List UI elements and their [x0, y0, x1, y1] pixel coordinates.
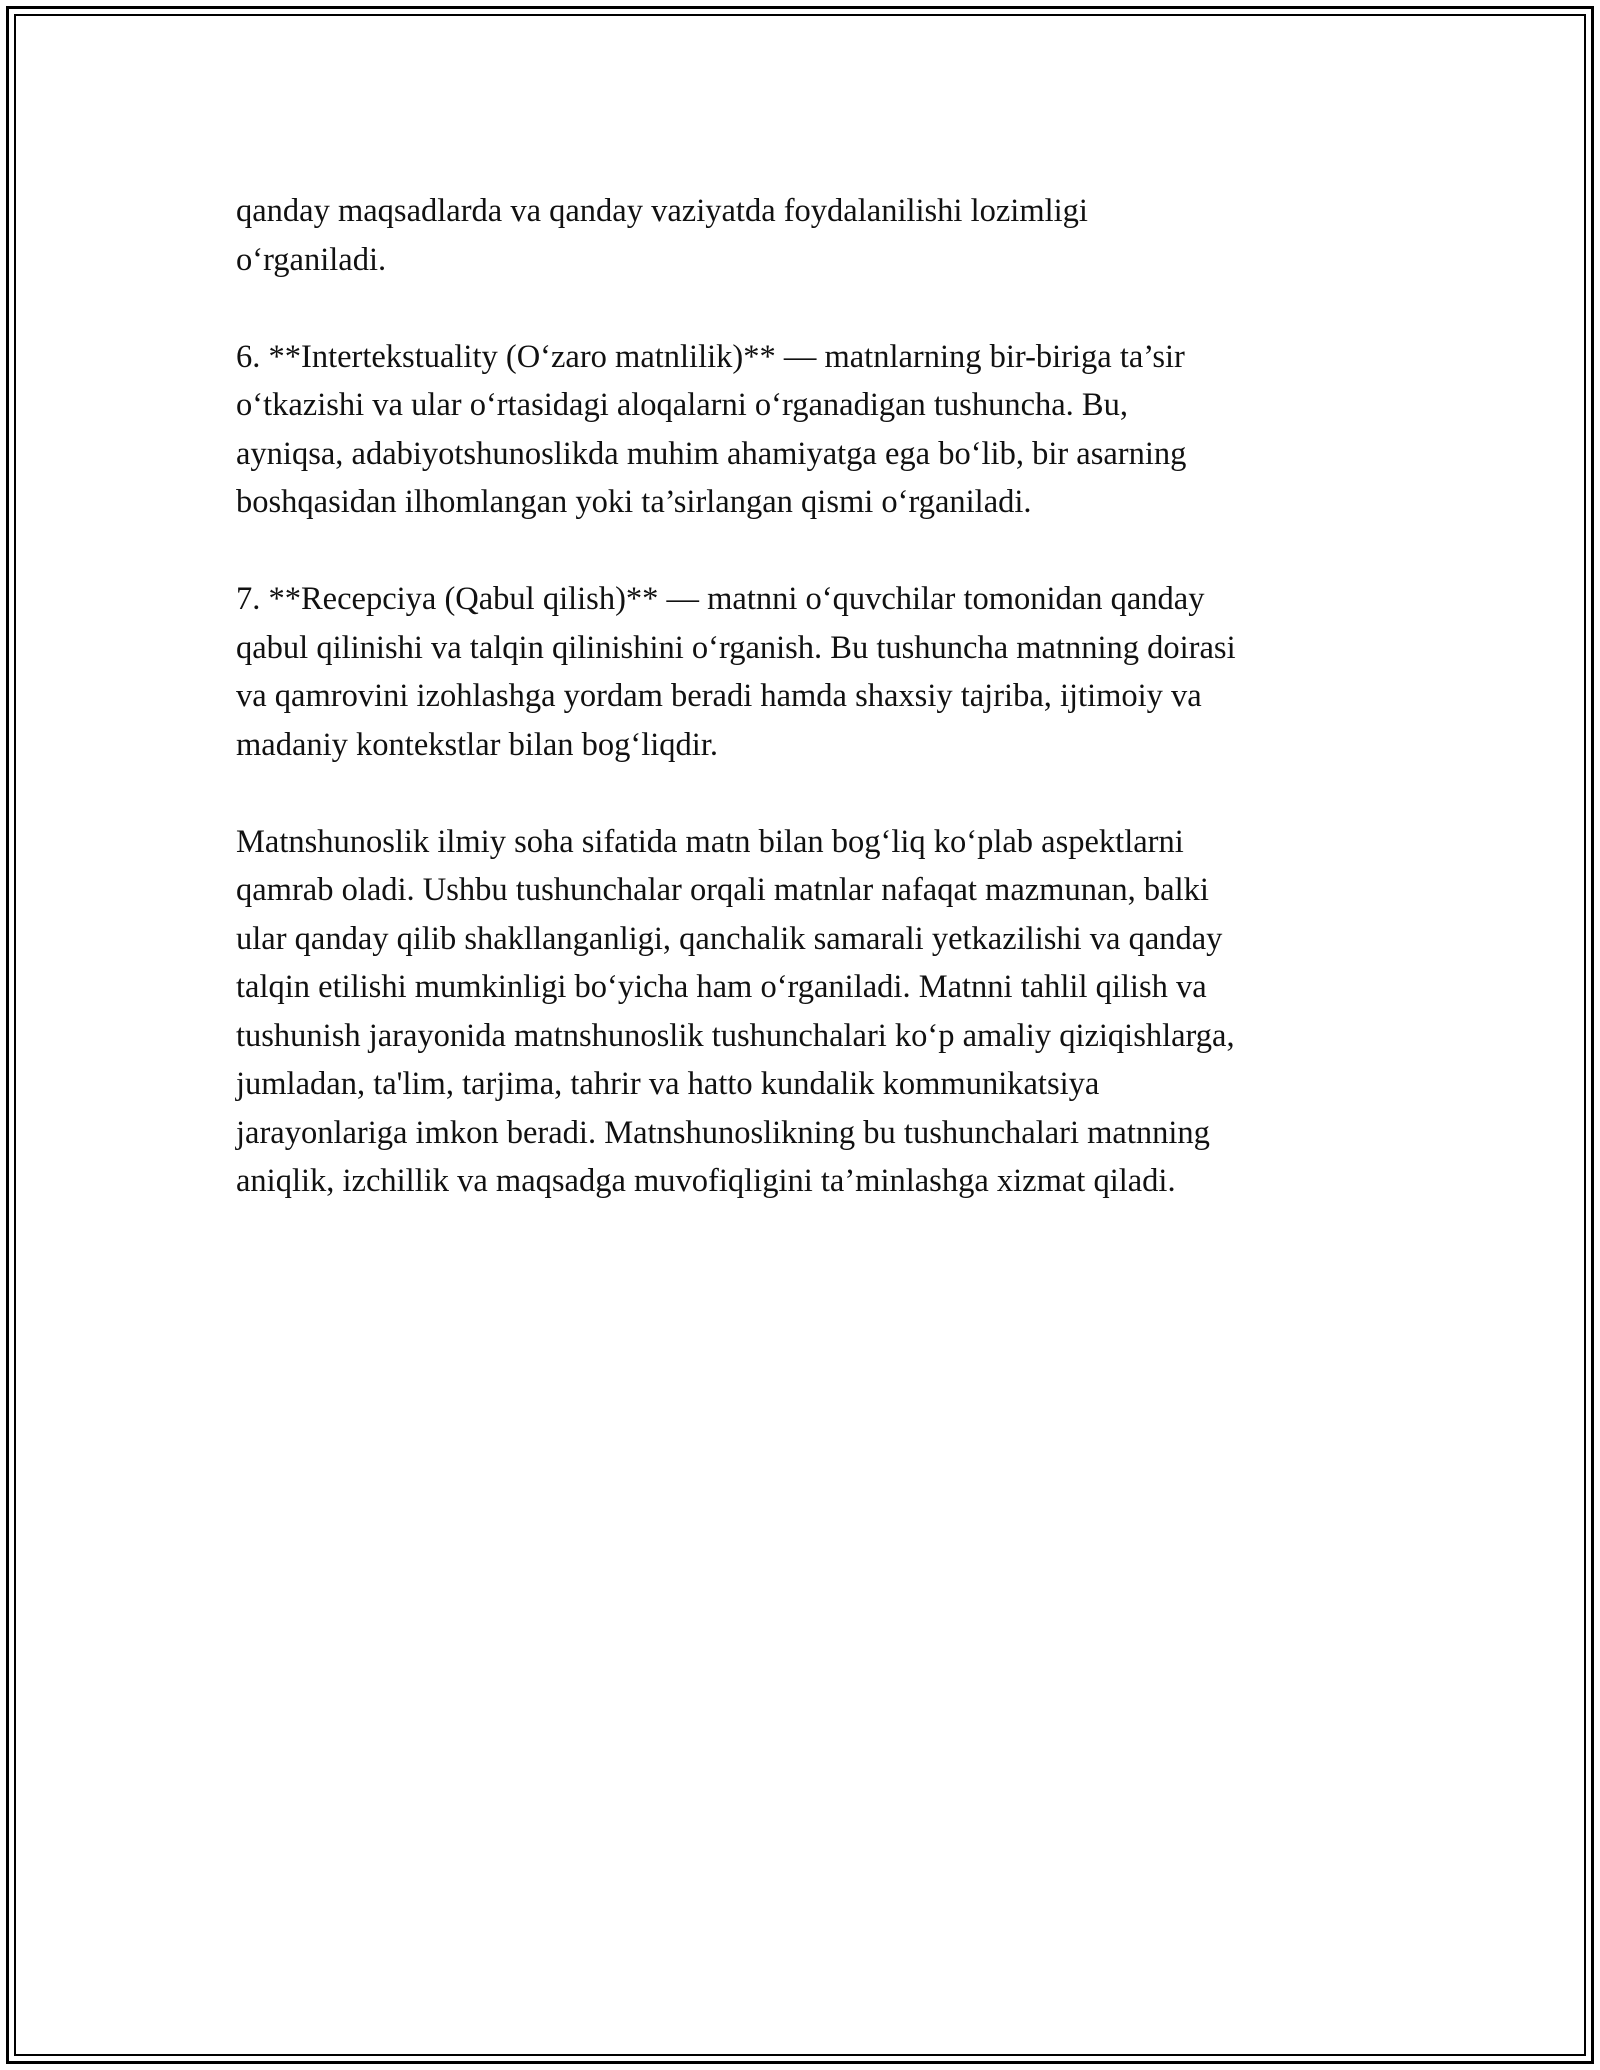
text-line: qanday maqsadlarda va qanday vaziyatda foydalanilishi lozimligi — [236, 193, 1088, 229]
paragraph-continuation — [236, 187, 1386, 284]
text-line: jumladan, ta'lim, tarjima, tahrir va hatto kundalik kommunikatsiya — [236, 1066, 1100, 1102]
text-line: qamrab oladi. Ushbu tushunchalar orqali matnlar nafaqat mazmunan, balki — [236, 872, 1209, 908]
page-body — [236, 187, 1386, 1254]
paragraph-item-7-recepciya — [236, 575, 1386, 769]
text-line: talqin etilishi mumkinligi bo‘yicha ham o‘rganiladi. Matnni tahlil qilish va — [236, 969, 1207, 1005]
text-line: jarayonlariga imkon beradi. Matnshunoslikning bu tushunchalari matnning — [236, 1114, 1210, 1151]
text-line: 6. **Intertekstuality (O‘zaro matnlilik)** — matnlarning bir-biriga ta’sir — [236, 338, 1185, 375]
text-line: tushunish jarayonida matnshunoslik tushunchalari ko‘p amaliy qiziqishlarga, — [236, 1017, 1235, 1054]
text-line: 7. **Recepciya (Qabul qilish)** — matnni o‘quvchilar tomonidan qanday — [236, 581, 1205, 617]
text-line: ayniqsa, adabiyotshunoslikda muhim ahamiyatga ega bo‘lib, bir asarning — [236, 435, 1187, 472]
text-line: boshqasidan ilhomlangan yoki ta’sirlangan qismi o‘rganiladi. — [236, 484, 1032, 520]
text-line: ular qanday qilib shakllanganligi, qanchalik samarali yetkazilishi va qanday — [236, 920, 1223, 957]
text-line: o‘tkazishi va ular o‘rtasidagi aloqalarni o‘rganadigan tushuncha. Bu, — [236, 387, 1128, 423]
text-line: va qamrovini izohlashga yordam beradi hamda shaxsiy tajriba, ijtimoiy va — [236, 678, 1202, 714]
text-line: qabul qilinishi va talqin qilinishini o‘rganish. Bu tushuncha matnning doirasi — [236, 629, 1236, 666]
text-line: Matnshunoslik ilmiy soha sifatida matn bilan bog‘liq ko‘plab aspektlarni — [236, 823, 1184, 860]
text-line: madaniy kontekstlar bilan bog‘liqdir. — [236, 726, 718, 763]
text-line: o‘rganiladi. — [236, 241, 387, 278]
paragraph-conclusion — [236, 818, 1386, 1206]
text-line: aniqlik, izchillik va maqsadga muvofiqligini ta’minlashga xizmat qiladi. — [236, 1163, 1176, 1199]
paragraph-item-6-intertekstuality — [236, 333, 1386, 527]
